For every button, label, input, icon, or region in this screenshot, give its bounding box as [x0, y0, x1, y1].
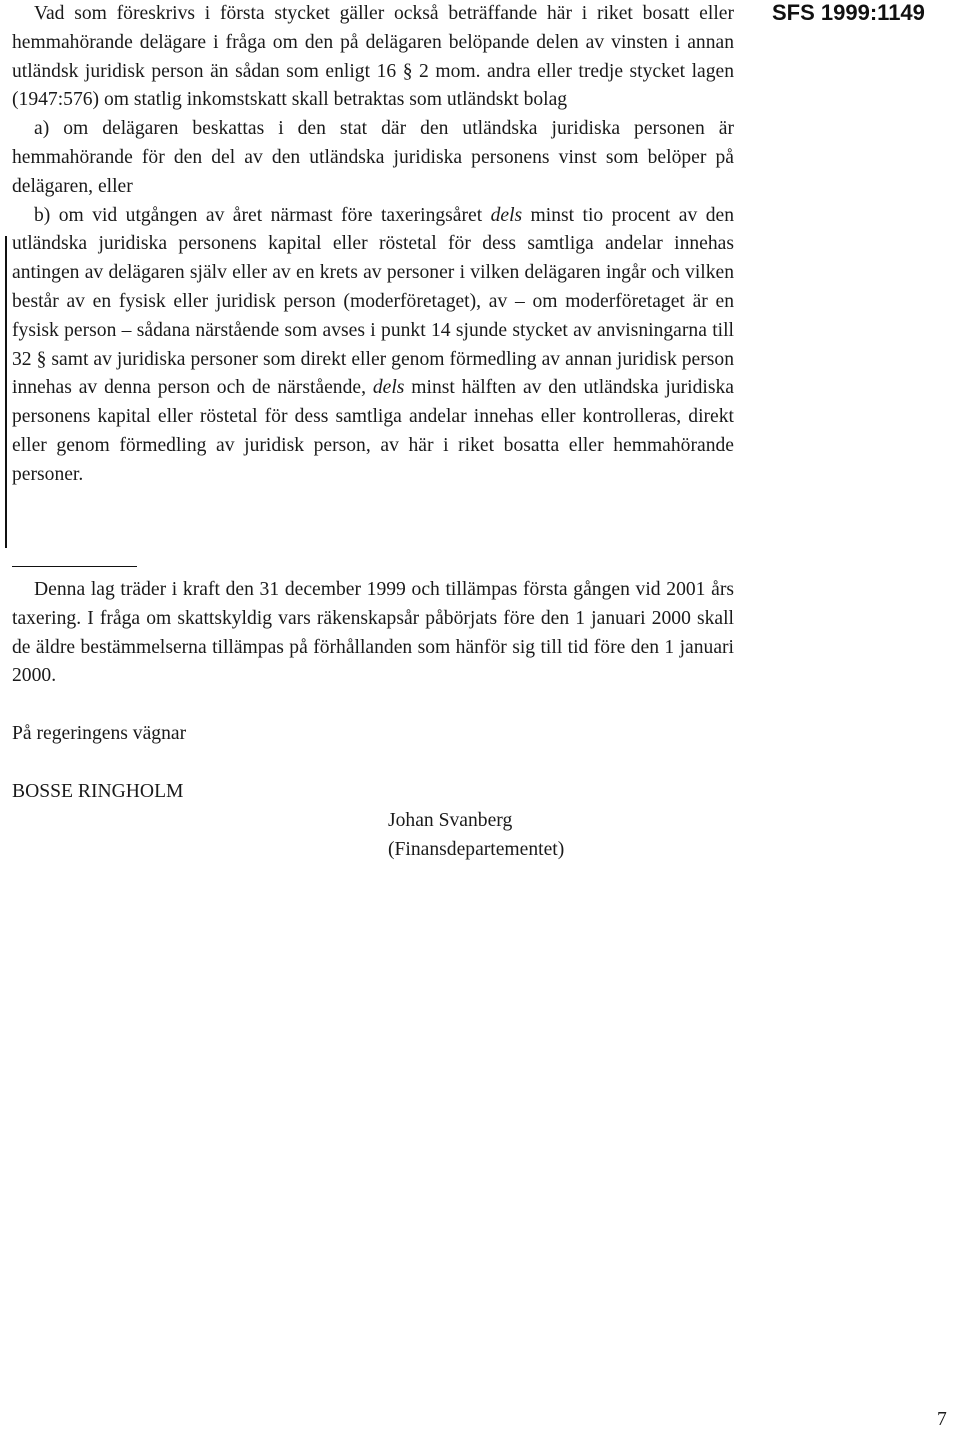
sfs-number: SFS 1999:1149: [772, 0, 925, 25]
item-b-text-2: minst tio procent av den utländska juridiska personens kapital eller röstetal för dess samtliga andelar innehas antingen av delägaren själv eller av en krets av personer i vilken delägaren ingår och vilken består av en fysisk eller juridisk person (moderföretaget), av – om moderföretaget är en fysisk person – sådana närstående som avses i punkt 14 sjunde stycket av anvisningarna till 32 § samt av juridiska personer som direkt eller genom förmedling av annan juridisk person innehas av denna person och de närstående,: [12, 204, 734, 399]
item-b-emphasis-2: dels: [372, 377, 405, 399]
section-divider: [12, 566, 137, 567]
intro-paragraph: Vad som föreskrivs i första stycket gäller också beträffande här i riket bosatt eller hemmahörande delägare i fråga om den på delägaren belöpande delen av vinsten i annan utländsk juridisk person än sådan som enligt 16 § 2 mom. andra eller tredje stycket lagen (1947:576) om statlig inkomstskatt skall betraktas som utländskt bolag: [12, 3, 734, 111]
minister-name: BOSSE RINGHOLM: [12, 781, 184, 802]
on-behalf-line: På regeringens vägnar: [12, 723, 187, 744]
statute-body: [12, 0, 734, 490]
change-bar: [5, 236, 7, 548]
item-b-paragraph: [12, 202, 734, 490]
department-name: (Finansdepartementet): [388, 839, 565, 860]
item-b-text-3: minst hälften av den utländska juridiska personens kapital eller röstetal för dess samtliga andelar innehas eller kontrolleras, direkt eller genom förmedling av juridisk person, av här i riket bosatta eller hemmahörande personer.: [12, 377, 734, 485]
item-a-paragraph: a) om delägaren beskattas i den stat där den utländska juridiska personen är hemmahörande för den del av den utländska juridiska personens vinst som belöper på delägaren, eller: [12, 118, 734, 197]
effective-date-paragraph: Denna lag träder i kraft den 31 december 1999 och tillämpas första gången vid 2001 års taxering. I fråga om skattskyldig vars räkenskapsår påbörjats före den 1 januari 2000 skall de äldre bestämmelserna tillämpas på förhållanden som hänför sig till tid före den 1 januari 2000.: [12, 579, 734, 687]
official-name: Johan Svanberg: [388, 810, 513, 831]
page-number: 7: [937, 1409, 947, 1430]
item-b-text-1: b) om vid utgången av året närmast före taxeringsåret: [34, 204, 491, 226]
item-b-emphasis-1: dels: [490, 204, 523, 226]
